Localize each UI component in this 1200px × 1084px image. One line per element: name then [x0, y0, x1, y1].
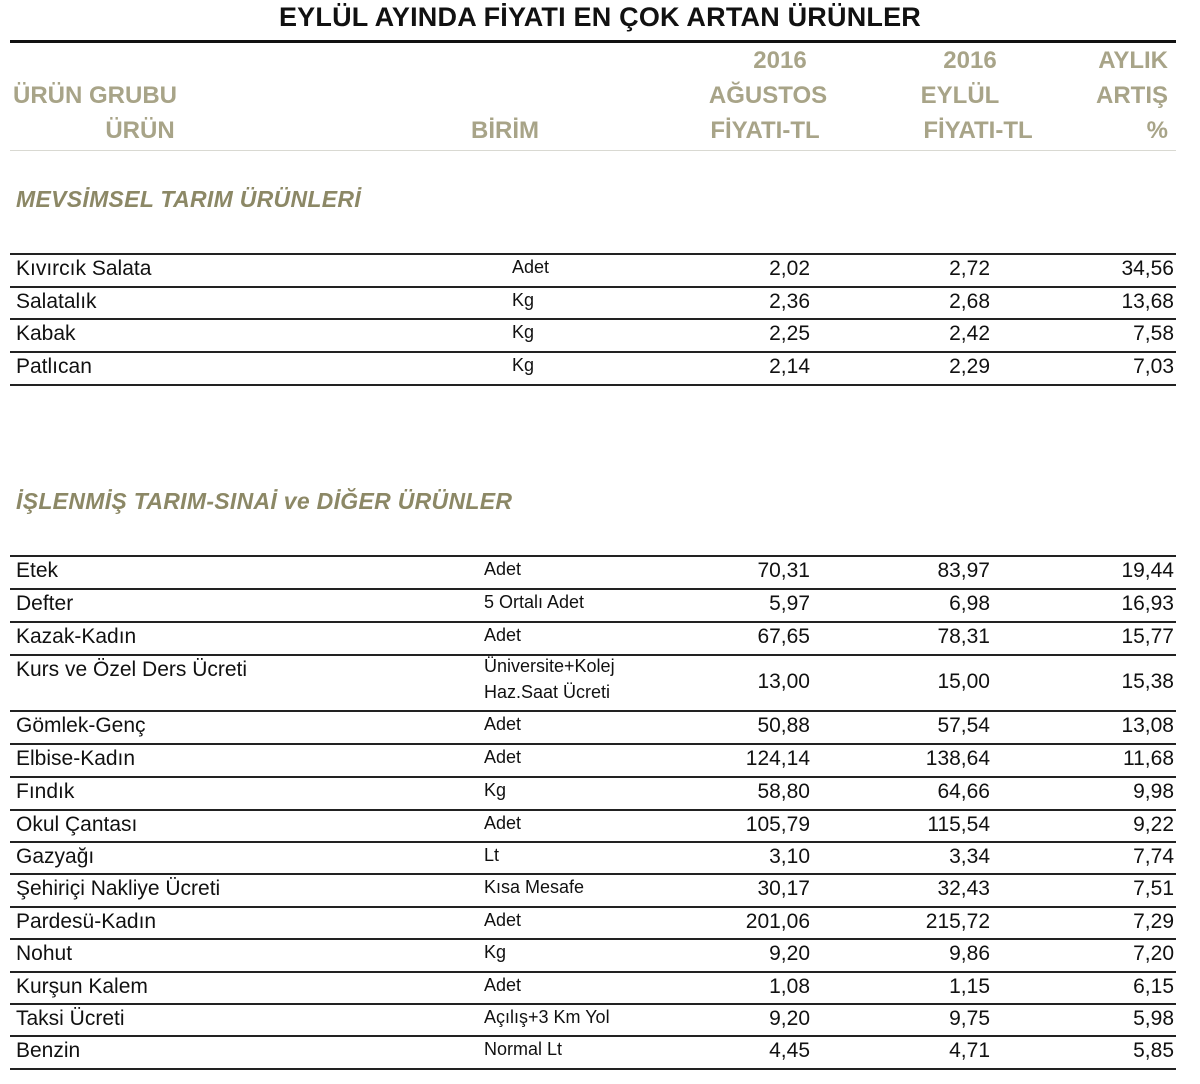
unit-label: Kısa Mesafe: [484, 877, 585, 897]
header-aug-month: AĞUSTOS: [708, 82, 828, 109]
table-row: [10, 940, 1176, 973]
unit-label: Kg: [512, 290, 535, 310]
product-name: Kazak-Kadın: [16, 625, 137, 648]
unit-label: Adet: [484, 625, 522, 645]
unit-label: Kg: [484, 780, 507, 800]
september-price: 9,86: [949, 942, 990, 965]
august-price: 5,97: [769, 592, 810, 615]
august-price: 50,88: [757, 714, 810, 737]
monthly-change: 7,03: [1133, 355, 1174, 378]
page-title: EYLÜL AYINDA FİYATI EN ÇOK ARTAN ÜRÜNLER: [278, 2, 922, 32]
unit-label: Kg: [512, 322, 535, 342]
august-price: 4,45: [769, 1039, 810, 1062]
unit-label: Üniversite+Kolej: [484, 656, 615, 676]
september-price: 64,66: [937, 780, 990, 803]
table-row: [10, 1005, 1176, 1037]
monthly-change: 9,22: [1133, 813, 1174, 836]
product-name: Taksi Ücreti: [16, 1007, 125, 1030]
header-unit: BİRİM: [471, 117, 539, 144]
table-row: [10, 1037, 1176, 1070]
august-price: 105,79: [745, 813, 810, 836]
table-row: [10, 973, 1176, 1005]
september-price: 32,43: [937, 877, 990, 900]
table-row: [10, 557, 1176, 590]
monthly-change: 7,74: [1133, 845, 1174, 868]
header-sep-price: FİYATI-TL: [923, 117, 1033, 144]
table-row: [10, 255, 1176, 288]
table-row: [10, 843, 1176, 875]
table-row: [10, 656, 1176, 712]
header-divider: [10, 150, 1176, 151]
table-row: [10, 908, 1176, 940]
unit-label: Adet: [484, 975, 522, 995]
september-price: 2,42: [949, 322, 990, 345]
unit-label-line-2: Haz.Saat Ücreti: [484, 682, 611, 702]
august-price: 2,14: [769, 355, 810, 378]
unit-label: Kg: [512, 355, 535, 375]
september-price: 57,54: [937, 714, 990, 737]
header-product: ÜRÜN: [105, 117, 175, 144]
unit-label: Açılış+3 Km Yol: [484, 1007, 610, 1027]
monthly-change: 9,98: [1133, 780, 1174, 803]
table-row: [10, 712, 1176, 745]
unit-label: Adet: [484, 714, 522, 734]
monthly-change: 34,56: [1121, 257, 1174, 280]
september-price: 1,15: [949, 975, 990, 998]
september-price: 2,29: [949, 355, 990, 378]
header-aug-price: FİYATI-TL: [710, 117, 820, 144]
september-price: 83,97: [937, 559, 990, 582]
september-price: 9,75: [949, 1007, 990, 1030]
september-price: 115,54: [927, 813, 990, 836]
august-price: 124,14: [745, 747, 810, 770]
september-price: 4,71: [949, 1039, 990, 1062]
table-row: [10, 875, 1176, 908]
september-price: 2,72: [949, 257, 990, 280]
monthly-change: 5,85: [1133, 1039, 1174, 1062]
unit-label: Adet: [484, 813, 522, 833]
table-row: [10, 590, 1176, 623]
header-group: ÜRÜN GRUBU: [13, 82, 177, 109]
monthly-change: 5,98: [1133, 1007, 1174, 1030]
product-name: Elbise-Kadın: [16, 747, 136, 770]
monthly-change: 15,77: [1121, 625, 1174, 648]
august-price: 13,00: [757, 670, 810, 693]
august-price: 9,20: [769, 1007, 810, 1030]
product-name: Pardesü-Kadın: [16, 910, 157, 933]
product-name: Kabak: [16, 322, 76, 345]
august-price: 67,65: [757, 625, 810, 648]
product-name: Benzin: [16, 1039, 81, 1062]
august-price: 9,20: [769, 942, 810, 965]
monthly-change: 19,44: [1121, 559, 1174, 582]
product-name: Fındık: [16, 780, 75, 803]
product-name: Nohut: [16, 942, 73, 965]
september-price: 215,72: [925, 910, 990, 933]
header-sep-month: EYLÜL: [920, 82, 1000, 109]
unit-label: Adet: [512, 257, 550, 277]
august-price: 1,08: [769, 975, 810, 998]
product-name: Gazyağı: [16, 845, 95, 868]
august-price: 30,17: [757, 877, 810, 900]
september-price: 2,68: [949, 290, 990, 313]
table-row: [10, 811, 1176, 843]
monthly-change: 7,29: [1133, 910, 1174, 933]
monthly-change: 11,68: [1123, 747, 1174, 770]
product-name: Kurs ve Özel Ders Ücreti: [16, 658, 248, 681]
table-row: [10, 778, 1176, 811]
unit-label: Normal Lt: [484, 1039, 563, 1059]
august-price: 70,31: [757, 559, 810, 582]
september-price: 138,64: [925, 747, 990, 770]
monthly-change: 6,15: [1133, 975, 1174, 998]
header-sep-year: 2016: [943, 47, 997, 74]
unit-label: 5 Ortalı Adet: [484, 592, 585, 612]
product-name: Etek: [16, 559, 59, 582]
unit-label: Adet: [484, 747, 522, 767]
header-change-3: %: [1146, 117, 1168, 144]
header-change-2: ARTIŞ: [1096, 82, 1168, 109]
product-name: Kurşun Kalem: [16, 975, 148, 998]
monthly-change: 13,68: [1121, 290, 1174, 313]
september-price: 6,98: [949, 592, 990, 615]
monthly-change: 16,93: [1121, 592, 1174, 615]
section-title: İŞLENMİŞ TARIM-SINAİ ve DİĞER ÜRÜNLER: [16, 488, 513, 514]
table-row: [10, 353, 1176, 386]
table-row: [10, 623, 1176, 656]
unit-label: Lt: [484, 845, 500, 865]
august-price: 2,02: [769, 257, 810, 280]
august-price: 2,25: [769, 322, 810, 345]
monthly-change: 7,51: [1133, 877, 1174, 900]
august-price: 201,06: [745, 910, 810, 933]
august-price: 3,10: [769, 845, 810, 868]
unit-label: Adet: [484, 559, 522, 579]
header-aug-year: 2016: [753, 47, 807, 74]
september-price: 78,31: [937, 625, 990, 648]
product-name: Defter: [16, 592, 74, 615]
monthly-change: 15,38: [1121, 670, 1174, 693]
product-name: Okul Çantası: [16, 813, 138, 836]
monthly-change: 7,58: [1133, 322, 1174, 345]
september-price: 3,34: [949, 845, 990, 868]
monthly-change: 13,08: [1121, 714, 1174, 737]
unit-label: Kg: [484, 942, 507, 962]
table-row: [10, 745, 1176, 778]
product-name: Patlıcan: [16, 355, 92, 378]
september-price: 15,00: [937, 670, 990, 693]
unit-label: Adet: [484, 910, 522, 930]
product-name: Salatalık: [16, 290, 97, 313]
product-name: Kıvırcık Salata: [16, 257, 152, 280]
monthly-change: 7,20: [1133, 942, 1174, 965]
august-price: 58,80: [757, 780, 810, 803]
header-change-1: AYLIK: [1098, 47, 1168, 74]
product-name: Şehiriçi Nakliye Ücreti: [16, 877, 221, 900]
august-price: 2,36: [769, 290, 810, 313]
table-row: [10, 288, 1176, 320]
product-name: Gömlek-Genç: [16, 714, 146, 737]
section-title: MEVSİMSEL TARIM ÜRÜNLERİ: [16, 186, 361, 212]
table-row: [10, 320, 1176, 353]
